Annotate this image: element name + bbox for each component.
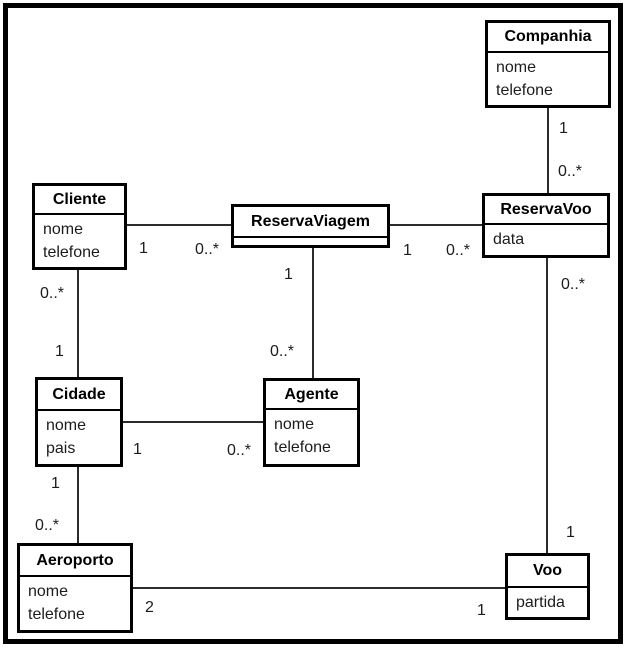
multiplicity-label-aeroporto-voo-1: 1 [477,602,486,619]
attribute-agente-1: telefone [274,439,331,456]
multiplicity-label-companhia-reservavoo-0: 1 [559,120,568,137]
class-box-voo[interactable] [505,553,590,620]
multiplicity-label-reservaviagem-agente-1: 0..* [270,343,295,360]
multiplicity-label-reservavoo-voo-0: 0..* [561,276,586,293]
attribute-cliente-0: nome [43,221,84,238]
association-line-cliente-reservaviagem [127,224,231,226]
class-attributes-cliente [35,215,124,264]
attribute-aeroporto-0: nome [28,583,69,600]
class-name-companhia: Companhia [488,23,608,53]
attribute-cliente-1: telefone [43,244,100,261]
attribute-aeroporto-1: telefone [28,606,85,623]
class-box-aeroporto[interactable] [17,543,133,633]
multiplicity-label-cidade-aeroporto-0: 1 [51,475,60,492]
class-attributes-cidade [38,411,120,460]
class-box-agente[interactable] [263,378,360,467]
class-attributes-companhia [488,53,608,102]
multiplicity-label-cidade-aeroporto-1: 0..* [35,517,60,534]
association-line-reservaviagem-agente [312,248,314,378]
multiplicity-label-aeroporto-voo-0: 2 [145,599,154,616]
multiplicity-label-reservaviagem-agente-0: 1 [284,266,293,283]
multiplicity-label-cliente-reservaviagem-0: 1 [139,240,148,257]
attribute-reservavoo-0: data [493,231,525,248]
association-line-companhia-reservavoo [547,108,549,193]
class-name-aeroporto: Aeroporto [20,546,130,577]
attribute-companhia-1: telefone [496,82,553,99]
class-box-cliente[interactable] [32,183,127,270]
attribute-cidade-0: nome [46,417,87,434]
class-box-reservaviagem[interactable] [231,204,390,248]
class-name-reservaviagem: ReservaViagem [234,207,387,238]
class-name-reservavoo: ReservaVoo [485,196,607,225]
multiplicity-label-reservaviagem-reservavoo-1: 0..* [446,242,471,259]
class-name-cliente: Cliente [35,186,124,215]
class-attributes-reservaviagem [234,238,387,241]
association-line-cidade-agente [123,421,263,423]
multiplicity-label-cidade-agente-1: 0..* [227,442,252,459]
class-attributes-reservavoo [485,225,607,251]
multiplicity-label-cliente-cidade-1: 1 [55,343,64,360]
association-line-aeroporto-voo [133,587,505,589]
class-name-cidade: Cidade [38,380,120,411]
multiplicity-label-reservavoo-voo-1: 1 [566,524,575,541]
class-box-cidade[interactable] [35,377,123,467]
attribute-companhia-0: nome [496,59,537,76]
association-line-cidade-aeroporto [77,467,79,543]
class-box-companhia[interactable] [485,20,611,108]
multiplicity-label-cidade-agente-0: 1 [133,441,142,458]
attribute-agente-0: nome [274,416,315,433]
multiplicity-label-cliente-cidade-0: 0..* [40,285,65,302]
attribute-voo-0: partida [516,594,565,611]
class-attributes-agente [266,410,357,459]
multiplicity-label-cliente-reservaviagem-1: 0..* [195,241,220,258]
class-name-voo: Voo [508,556,587,588]
multiplicity-label-reservaviagem-reservavoo-0: 1 [403,242,412,259]
association-line-cliente-cidade [77,270,79,377]
class-name-agente: Agente [266,381,357,410]
class-attributes-aeroporto [20,577,130,626]
association-line-reservavoo-voo [546,258,548,553]
association-line-reservaviagem-reservavoo [390,224,482,226]
class-box-reservavoo[interactable] [482,193,610,258]
multiplicity-label-companhia-reservavoo-1: 0..* [558,163,583,180]
class-attributes-voo [508,588,587,614]
attribute-cidade-1: pais [46,440,76,457]
